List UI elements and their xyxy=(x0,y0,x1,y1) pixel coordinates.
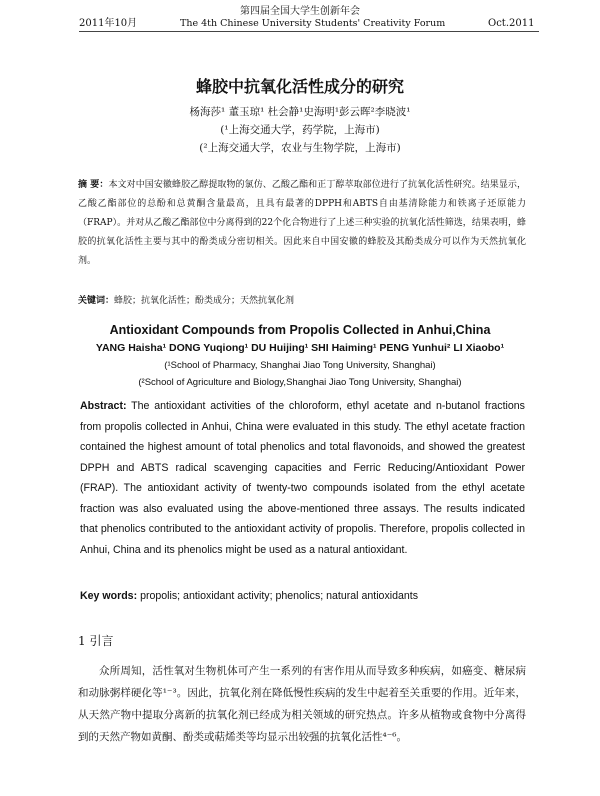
authors-en: YANG Haisha¹ DONG Yuqiong¹ DU Huijing¹ SHI Haiming¹ PENG Yunhui² LI Xiaobo¹ xyxy=(95,342,505,354)
header-forum-cn: 第四届全国大学生创新年会 xyxy=(240,6,360,17)
keywords-label-cn: 关键词： xyxy=(78,296,115,306)
paper-title-cn: 蜂胶中抗氧化活性成分的研究 xyxy=(195,77,404,96)
keywords-text-en: propolis; antioxidant activity; phenolics; natural antioxidants xyxy=(140,590,419,602)
affiliation-2-en: (²School of Agriculture and Biology,Shanghai Jiao Tong University, Shanghai) xyxy=(138,377,462,388)
section-heading-introduction: 1 引言 xyxy=(78,634,114,648)
header-forum-en: The 4th Chinese University Students' Creativity Forum xyxy=(180,18,446,29)
header-month: Oct.2011 xyxy=(488,18,535,29)
keywords-text-cn: 蜂胶；抗氧化活性；酚类成分；天然抗氧化剂 xyxy=(114,296,295,306)
affiliation-1-en: (¹School of Pharmacy, Shanghai Jiao Tong University, Shanghai) xyxy=(164,360,436,371)
keywords-en xyxy=(80,590,525,602)
abstract-label-en: Abstract: xyxy=(80,400,127,412)
header-date: 2011年10月 xyxy=(79,18,138,29)
abstract-cn xyxy=(78,176,526,271)
introduction-paragraph: 众所周知，活性氧对生物机体可产生一系列的有害作用从而导致多种疾病，如癌变、糖尿病和动脉粥样硬化等¹⁻³。因此，抗氧化剂在降低慢性疾病的发生中起着至关重要的作用。近年来，从天然产物中提取分离新的抗氧化剂已经成为相关领域的研究热点。许多从植物或食物中分离得到的天然产物如黄酮、酚类或萜烯类等均显示出较强的抗氧化活性⁴⁻⁶。 xyxy=(78,665,526,743)
abstract-text-cn: 本文对中国安徽蜂胶乙醇提取物的氯仿、乙酸乙酯和正丁醇萃取部位进行了抗氧化活性研究。结果显示，乙酸乙酯部位的总酚和总黄酮含量最高，且具有最著的DPPH和ABTS自由基清除能力和铁离子还原能力（FRAP）。并对从乙酸乙酯部位中分离得到的22个化合物进行了上述三种实验的抗氧化活性筛选，结果表明，蜂胶的抗氧化活性主要与其中的酚类成分密切相关。因此来自中国安徽的蜂胶及其酚类成分可以作为天然抗氧化剂。 xyxy=(78,180,526,266)
keywords-cn xyxy=(78,292,526,311)
affiliation-2-cn: (²上海交通大学，农业与生物学院，上海市) xyxy=(199,142,401,154)
abstract-text-en: The antioxidant activities of the chloroform, ethyl acetate and n-butanol fractions from propolis collected in Anhui, China were evaluated in this study. The ethyl acetate fraction contained the highest amount of total phenolics and total flavonoids, and showed the greatest DPPH and ABTS radical scavenging capacities and Ferric Reducing/Antioxidant Power (FRAP). The antioxidant activity of twenty-two compounds isolated from the ethyl acetate fraction was also evaluated using the above-mentioned three assays. The results indicated that phenolics contributed to the antioxidant activity of propolis. Therefore, propolis collected in Anhui, China and its phenolics might be used as a natural antioxidant. xyxy=(80,400,525,556)
abstract-label-cn: 摘 要： xyxy=(78,180,109,190)
header-rule xyxy=(79,31,539,32)
abstract-en xyxy=(80,396,525,560)
keywords-label-en: Key words: xyxy=(80,590,138,602)
authors-cn: 杨海莎¹ 董玉琼¹ 杜会静¹史海明¹彭云晖²李晓波¹ xyxy=(189,106,411,118)
affiliation-1-cn: (¹上海交通大学，药学院，上海市) xyxy=(220,124,380,136)
paper-title-en: Antioxidant Compounds from Propolis Collected in Anhui,China xyxy=(109,323,491,337)
